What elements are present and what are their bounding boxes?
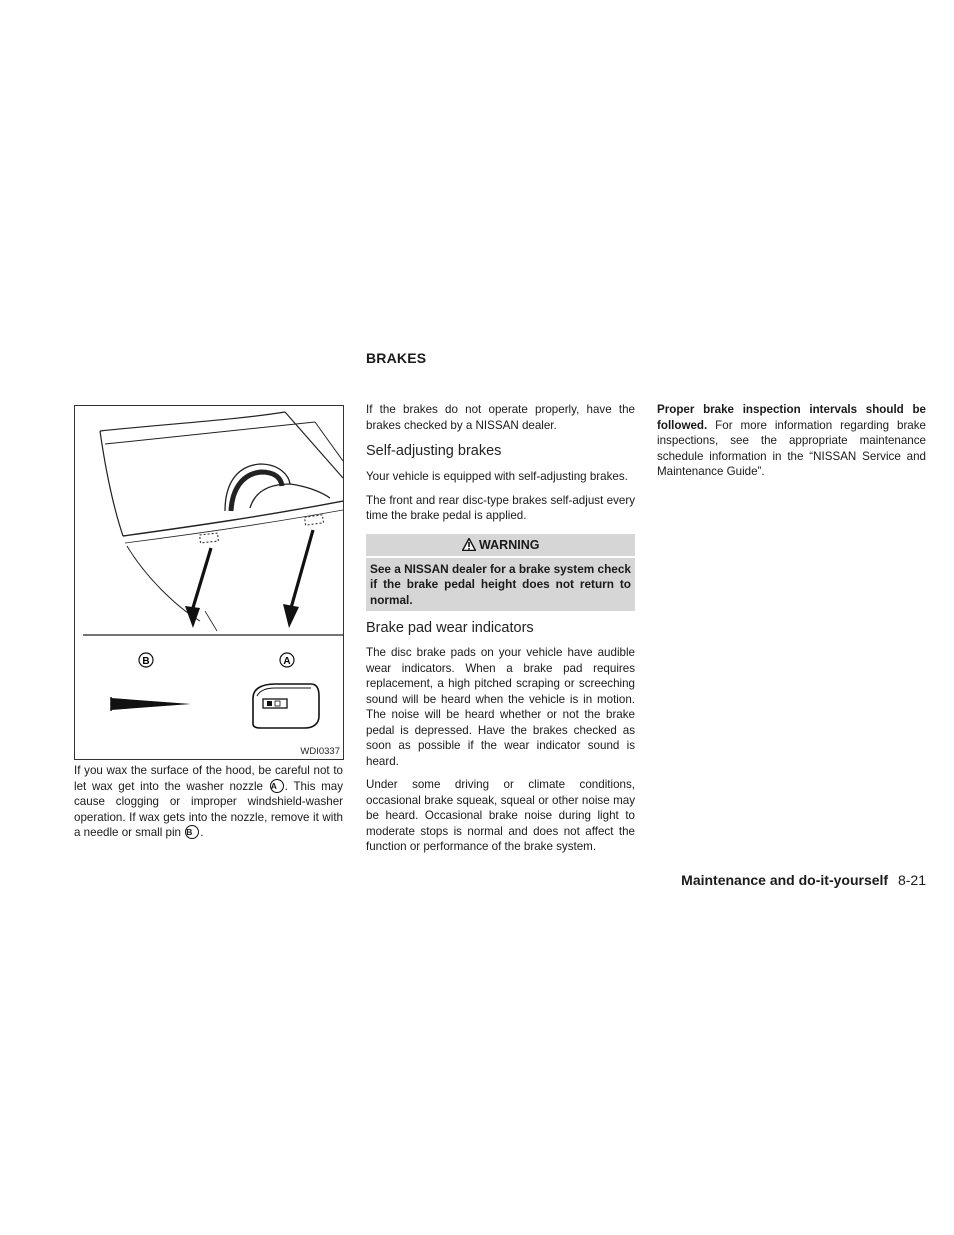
figure-label-a: A (283, 656, 291, 667)
marker-b: B (185, 825, 199, 839)
section-title: BRAKES (366, 350, 427, 366)
footer-chapter: Maintenance and do-it-yourself (681, 872, 889, 888)
wax-text-3: . (200, 826, 204, 839)
washer-nozzle-illustration (75, 406, 343, 759)
page-footer (681, 872, 926, 888)
self-adjusting-paragraph-2: The front and rear disc-type brakes self-adjust every time the brake pedal is applied. (366, 493, 635, 522)
figure-label-b: B (142, 656, 150, 667)
warning-header (366, 534, 635, 556)
pad-wear-paragraph-2: Under some driving or climate conditions, occasional brake squeak, squeal or other noise may be heard. Occasional brake noise during light to moderate stops is normal and does not affect the function or performance of the brake system. (366, 778, 635, 853)
self-adjusting-heading: Self-adjusting brakes (366, 443, 502, 459)
self-adjusting-paragraph-1: Your vehicle is equipped with self-adjusting brakes. (366, 470, 628, 483)
wax-text-2: . This may cause clogging or improper windshield-washer operation. If wax gets into the nozzle, remove it with a needle or small pin (74, 779, 343, 839)
washer-nozzle-figure (74, 405, 344, 760)
pad-wear-paragraph-1: The disc brake pads on your vehicle have audible wear indicators. When a brake pad requires replacement, a high pitched scraping or screeching sound will be heard when the vehicle is in motion. The noise will be heard whether or not the brake pedal is depressed. Have the brakes checked as soon as possible if the wear indicator sound is heard. (366, 646, 635, 768)
middle-column (366, 402, 635, 855)
page-number: 8-21 (897, 872, 926, 888)
wax-text-1: If you wax the surface of the hood, be careful not to let wax get into the washer nozzle (74, 764, 343, 793)
inspection-text: For more information regarding brake inspections, see the appropriate maintenance schedule information in the “NISSAN Service and Maintenance Guide”. (657, 418, 926, 478)
brakes-intro: If the brakes do not operate properly, have the brakes checked by a NISSAN dealer. (366, 403, 635, 432)
figure-code: WDI0337 (300, 746, 340, 757)
wax-caution-paragraph (74, 763, 343, 841)
warning-title: WARNING (479, 537, 540, 552)
warning-box (366, 534, 635, 612)
inspection-interval-paragraph (657, 402, 926, 480)
marker-a: A (270, 779, 284, 793)
inspection-bold-lead: Proper brake inspection intervals should be followed. (657, 403, 926, 432)
pad-wear-heading: Brake pad wear indicators (366, 620, 534, 636)
warning-triangle-icon (462, 538, 476, 551)
warning-text: See a NISSAN dealer for a brake system check if the brake pedal height does not return to normal. (366, 558, 635, 612)
